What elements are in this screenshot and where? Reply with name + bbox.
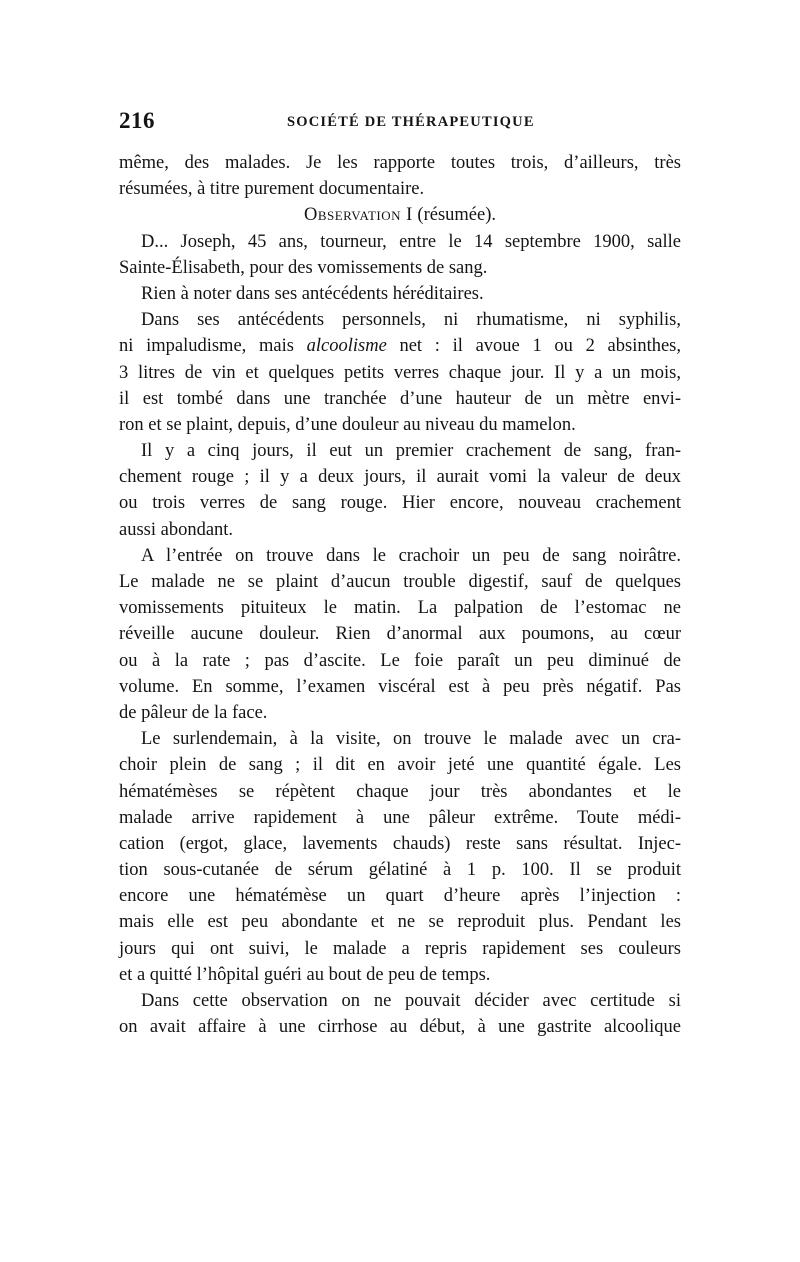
text-line: aussi abondant.	[119, 519, 234, 540]
text-line: volume. En somme, l’examen viscéral est à peu près négatif. Pas	[119, 676, 681, 697]
text-line: vomissements pituiteux le matin. La palpation de l’estomac ne	[119, 598, 681, 619]
text-line: résumées, à titre purement documentaire.	[119, 179, 425, 200]
text-line: ou trois verres de sang rouge. Hier encore, nouveau crachement	[119, 493, 681, 514]
text-line: Le surlendemain, à la visite, on trouve le malade avec un cra-	[141, 729, 681, 750]
text-line: même, des malades. Je les rapporte toutes trois, d’ailleurs, très	[119, 153, 681, 173]
text-line: D... Joseph, 45 ans, tourneur, entre le 14 septembre 1900, salle	[141, 231, 681, 252]
page-header	[119, 108, 681, 140]
text-line: tion sous-cutanée de sérum gélatiné à 1 p. 100. Il se produit	[119, 860, 681, 881]
observation-heading	[119, 202, 681, 228]
text-line: Le malade ne se plaint d’aucun trouble digestif, sauf de quelques	[119, 572, 681, 592]
running-title: SOCIÉTÉ DE THÉRAPEUTIQUE	[287, 114, 535, 130]
text-line: A l’entrée on trouve dans le crachoir un peu de sang noirâtre.	[141, 545, 681, 566]
text-line: réveille aucune douleur. Rien d’anormal aux poumons, au cœur	[119, 624, 681, 645]
text-line: chement rouge ; il y a deux jours, il aurait vomi la valeur de deux	[119, 467, 681, 488]
text-line: mais elle est peu abondante et ne se reproduit plus. Pendant les	[119, 912, 681, 933]
text-line: encore une hématémèse un quart d’heure après l’injection :	[119, 886, 681, 907]
text-line: et a quitté l’hôpital guéri au bout de peu de temps.	[119, 964, 491, 985]
text-line: malade arrive rapidement à une pâleur extrême. Toute médi-	[119, 807, 681, 828]
text-line: cation (ergot, glace, lavements chauds) reste sans résultat. Injec-	[119, 833, 681, 854]
observation-subtitle: (résumée).	[417, 205, 497, 226]
page-number: 216	[119, 108, 155, 133]
emphasis-text: alcoolisme	[306, 336, 387, 357]
text-line: Il y a cinq jours, il eut un premier crachement de sang, fran-	[141, 441, 681, 462]
text-line: 3 litres de vin et quelques petits verres chaque jour. Il y a un mois,	[119, 362, 681, 383]
text-span: ni impaludisme, mais	[119, 336, 307, 357]
text-line: ron et se plaint, depuis, d’une douleur au niveau du mamelon.	[119, 414, 576, 435]
text-line: choir plein de sang ; il dit en avoir jeté une quantité égale. Les	[119, 755, 681, 776]
text-line: Dans cette observation on ne pouvait décider avec certitude si	[141, 991, 681, 1011]
observation-title: Observation I	[303, 205, 413, 226]
body-text	[119, 150, 681, 1040]
text-line-mixed	[119, 333, 681, 359]
text-line: il est tombé dans une tranchée d’une hauteur de un mètre envi-	[119, 388, 681, 409]
text-line: de pâleur de la face.	[119, 702, 268, 723]
text-line: on avait affaire à une cirrhose au début, à une gastrite alcoolique	[119, 1017, 681, 1038]
text-line: Dans ses antécédents personnels, ni rhumatisme, ni syphilis,	[141, 310, 681, 331]
text-line: jours qui ont suivi, le malade a repris rapidement ses couleurs	[119, 938, 681, 959]
text-line: Rien à noter dans ses antécédents héréditaires.	[141, 283, 484, 304]
text-span: net : il avoue 1 ou 2 absinthes,	[386, 336, 682, 357]
text-line: Sainte-Élisabeth, pour des vomissements de sang.	[119, 257, 488, 278]
text-line: ou à la rate ; pas d’ascite. Le foie paraît un peu diminué de	[119, 650, 681, 671]
text-line: hématémèses se répètent chaque jour très abondantes et le	[119, 781, 681, 802]
